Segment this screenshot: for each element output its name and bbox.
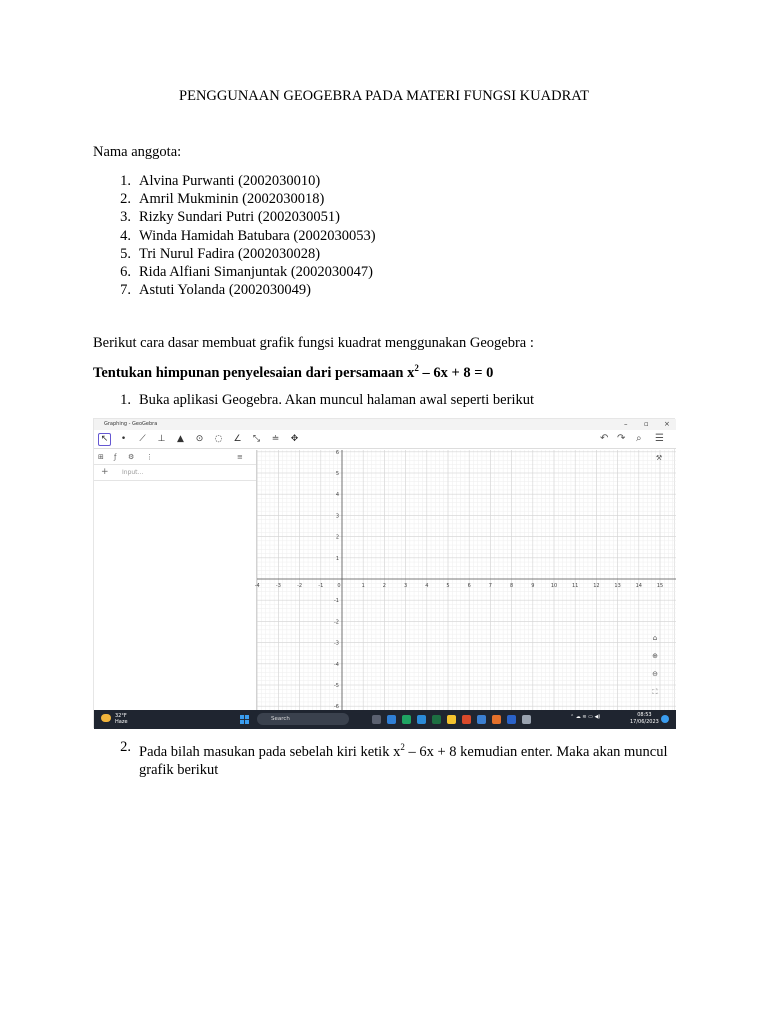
list-item: 1. Alvina Purwanti (2002030010) [120,173,321,189]
x-tick-label: -2 [297,583,303,589]
x-tick-label: 10 [550,583,558,589]
plus-icon: + [101,467,109,477]
list-item: 4. Winda Hamidah Batubara (2002030053) [120,227,376,244]
windows-taskbar [94,710,676,729]
circle-tool-icon: ⊙ [195,434,204,444]
x-tick-label: 15 [656,583,664,589]
algebra-header [94,450,256,465]
y-tick-label: 3 [335,513,339,520]
geogebra-screenshot [93,418,675,728]
x-tick-label: 12 [593,583,600,589]
search-icon: ⌕ [636,433,642,444]
x-tick-label: 0 [337,583,341,589]
geogebra-toolbar [94,430,676,449]
firefox-icon [492,715,501,724]
home-icon: ⌂ [652,634,658,642]
system-tray: ⌃ ☁ ≋ ▭ ◀) [570,714,601,720]
x-tick-label: 7 [488,583,492,589]
taskbar-search: Search [257,713,349,725]
sort-icon: ≡ [237,453,243,461]
weather-temp: 32°F [115,713,127,719]
y-tick-label: 1 [335,555,339,562]
x-tick-label: 9 [531,583,535,589]
members-label: Nama anggota: [93,144,182,160]
list-item: 3. Rizky Sundari Putri (2002030051) [120,209,340,226]
step-2: 2. Pada bilah masukan pada sebelah kiri ketik $x^2 - 6x + 8$ kemudian enter. Maka akan muncul grafik berikut [120,739,668,779]
x-tick-label: 5 [446,583,450,589]
x-tick-label: 4 [425,583,429,589]
y-tick-label: -6 [334,704,339,711]
sun-icon [101,714,111,722]
graphics-style-icon: ⚒ [655,454,663,462]
word-icon [507,715,516,724]
windows-start-icon [240,715,249,724]
y-tick-label: -4 [334,661,339,668]
graphics-view [254,449,676,711]
list-item: 7. Astuti Yolanda (2002030049) [120,282,311,299]
list-item: 2. Amril Mukminin (2002030018) [120,191,325,208]
zoom-in-icon: ⊕ [652,652,658,660]
ellipse-tool-icon: ◌ [214,434,223,444]
list-item: 6. Rida Alfiani Simanjuntak (2002030047) [120,263,373,280]
members-list [93,172,376,299]
list-item: 5. Tri Nurul Fadira (2002030028) [120,245,321,262]
task-view-icon [372,715,381,724]
redo-icon: ↷ [617,433,626,444]
store-icon [477,715,486,724]
whatsapp-icon [402,715,411,724]
y-tick-label: -5 [334,683,339,689]
minimize-icon: – [624,420,628,428]
fullscreen-icon: ⛶ [652,688,658,696]
x-tick-label: 13 [614,583,621,589]
point-tool-icon: • [120,434,127,444]
x-tick-label: -1 [318,583,324,589]
meet-icon [387,715,396,724]
weather-desc: Haze [115,719,128,725]
y-tick-label: 5 [335,471,339,477]
x-tick-label: 2 [382,583,386,589]
geogebra-app-icon [522,715,531,724]
algebra-panel [94,450,257,710]
move-view-tool-icon: ✥ [290,434,299,444]
zoom-out-icon: ⊖ [652,670,658,678]
algebra-input: Input... [122,469,144,476]
taskbar-clock: 08:53 17/06/2023 [630,712,659,725]
y-tick-label: 2 [335,534,339,541]
x-tick-label: 8 [510,583,514,589]
task-statement: Tentukan himpunan penyelesaian dari persamaan $x^2 - 6x + 8 = 0$ [93,363,494,381]
algebra-view-icon: ⊞ [98,453,104,461]
y-tick-label: -1 [334,598,339,605]
undo-icon: ↶ [600,433,609,444]
x-tick-label: 14 [635,583,642,589]
maximize-icon: ▫ [644,420,649,428]
y-tick-label: -2 [334,619,339,626]
x-tick-label: 1 [361,583,365,589]
function-icon: ƒ [114,453,117,461]
x-tick-label: 3 [404,583,408,589]
document-title: PENGGUNAAN GEOGEBRA PADA MATERI FUNGSI KUADRAT [179,88,589,104]
window-titlebar [94,419,676,430]
polygon-tool-icon: ▲ [177,434,184,444]
y-tick-label: -3 [334,640,339,647]
powerpoint-icon [462,715,471,724]
intro-paragraph: Berikut cara dasar membuat grafik fungsi kuadrat menggunakan Geogebra : [93,335,534,351]
y-tick-label: 6 [335,449,339,456]
slider-tool-icon: ≐ [271,434,280,444]
window-title: Graphing - GeoGebra [104,421,158,427]
x-tick-label: 11 [572,583,579,589]
move-tool-icon: ↖ [98,433,111,446]
algebra-input-row [94,465,256,481]
y-tick-label: 4 [335,492,339,499]
menu-icon: ☰ [655,433,664,444]
close-icon: × [664,420,670,428]
edge-icon [417,715,426,724]
x-tick-label: -4 [254,583,260,589]
gear-icon: ⚙ [128,453,135,461]
file-explorer-icon [447,715,456,724]
excel-icon [432,715,441,724]
perpendicular-tool-icon: ⊥ [157,434,166,444]
notification-icon [661,715,669,723]
line-tool-icon: ⟋ [139,434,146,444]
x-tick-label: 6 [467,583,471,589]
x-tick-label: -3 [275,583,281,589]
angle-tool-icon: ∠ [233,434,242,444]
step-1: 1. Buka aplikasi Geogebra. Akan muncul halaman awal seperti berikut [120,392,534,408]
reflect-tool-icon: ⤡ [252,434,261,444]
more-icon: ⋮ [146,453,153,461]
